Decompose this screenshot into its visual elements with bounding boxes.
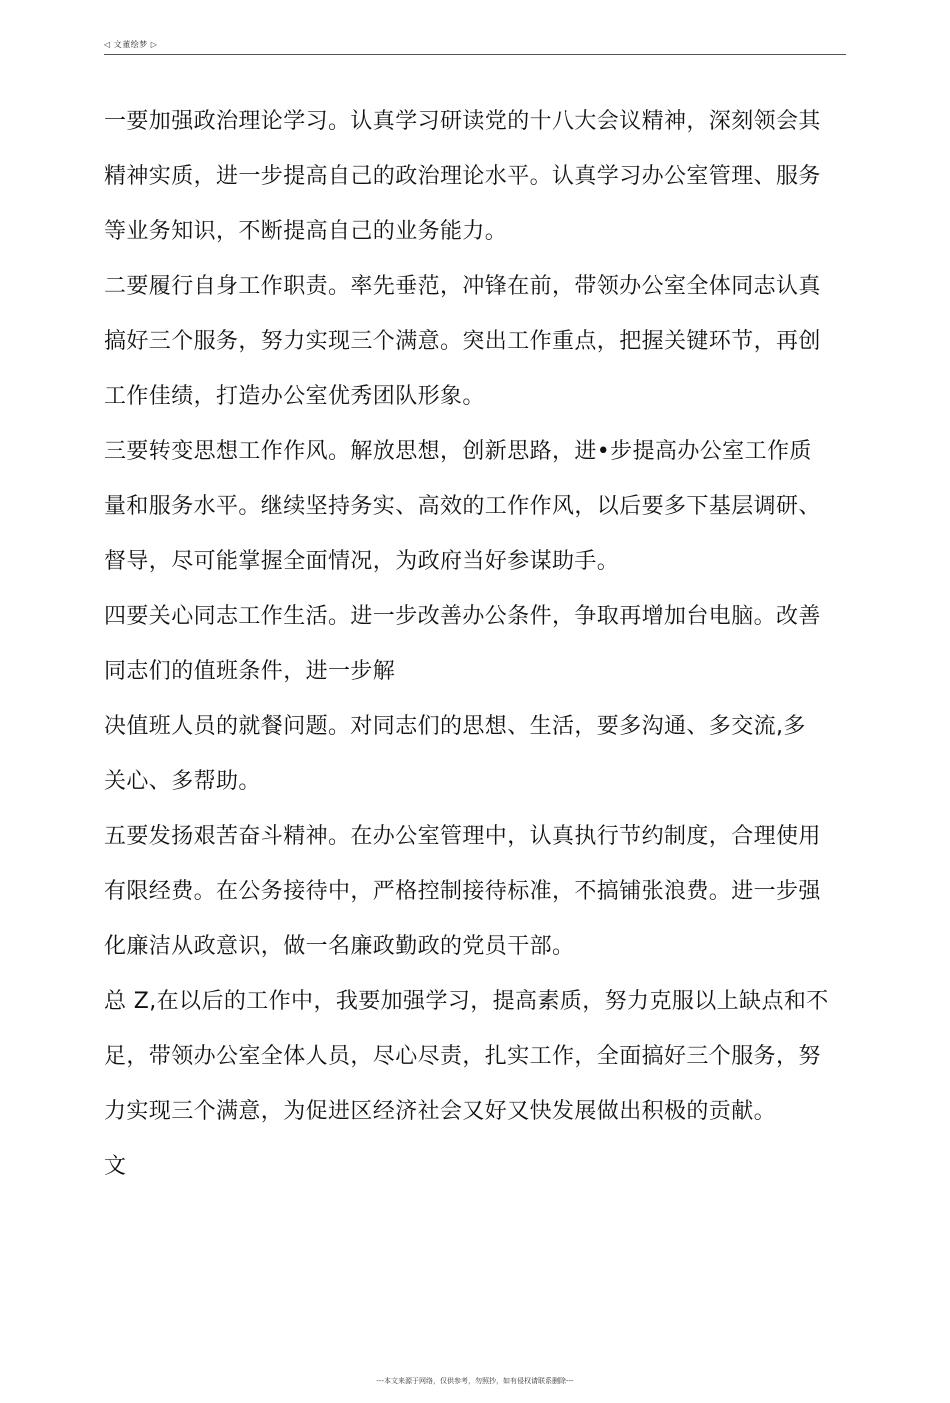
body-line: 精神实质，进一步提高自己的政治理论水平。认真学习办公室管理、服务 bbox=[104, 164, 821, 189]
body-line: 五要发扬艰苦奋斗精神。在办公室管理中，认真执行节约制度，合理使用 bbox=[104, 824, 821, 849]
body-line: 总 Z,在以后的工作中，我要加强学习，提高素质，努力克服以上缺点和不 bbox=[104, 989, 829, 1014]
body-line: 工作佳绩，打造办公室优秀团队形象。 bbox=[104, 384, 485, 409]
body-line: 四要关心同志工作生活。进一步改善办公条件，争取再增加台电脑。改善 bbox=[104, 604, 821, 629]
header-text: ◁ 文董绘梦 ▷ bbox=[104, 40, 158, 49]
page-footer bbox=[0, 1376, 950, 1386]
body-line: 二要履行自身工作职责。率先垂范，冲锋在前，带领办公室全体同志认真 bbox=[104, 274, 821, 299]
body-line: 同志们的值班条件，进一步解 bbox=[104, 659, 396, 684]
footer-text: ---本文来源于网络，仅供参考，勿照抄，如有侵权请联系删除--- bbox=[376, 1377, 574, 1385]
body-line: 力实现三个满意，为促进区经济社会又好又快发展做出积极的贡献。 bbox=[104, 1099, 777, 1124]
body-line: 一要加强政治理论学习。认真学习研读党的十八大会议精神，深刻领会其 bbox=[104, 109, 821, 134]
body-line: 三要转变思想工作作风。解放思想，创新思路，进•步提高办公室工作质 bbox=[104, 439, 812, 464]
body-line: 有限经费。在公务接待中，严格控制接待标准，不搞铺张浪费。进一步强 bbox=[104, 879, 821, 904]
body-line: 搞好三个服务，努力实现三个满意。突出工作重点，把握关键环节，再创 bbox=[104, 329, 821, 354]
body-line: 督导，尽可能掌握全面情况，为政府当好参谋助手。 bbox=[104, 549, 620, 574]
body-line: 文 bbox=[104, 1154, 127, 1179]
body-line: 量和服务水平。继续坚持务实、高效的工作作风，以后要多下基层调研、 bbox=[104, 494, 821, 519]
page-header bbox=[104, 40, 846, 55]
body-line: 决值班人员的就餐问题。对同志们的思想、生活，要多沟通、多交流,多 bbox=[104, 714, 806, 739]
body-line: 足，带领办公室全体人员，尽心尽责，扎实工作，全面搞好三个服务，努 bbox=[104, 1044, 821, 1069]
body-line: 等业务知识，不断提高自己的业务能力。 bbox=[104, 219, 508, 244]
document-body bbox=[104, 94, 846, 1194]
body-line: 化廉洁从政意识，做一名廉政勤政的党员干部。 bbox=[104, 934, 575, 959]
body-line: 关心、多帮助。 bbox=[104, 769, 261, 794]
